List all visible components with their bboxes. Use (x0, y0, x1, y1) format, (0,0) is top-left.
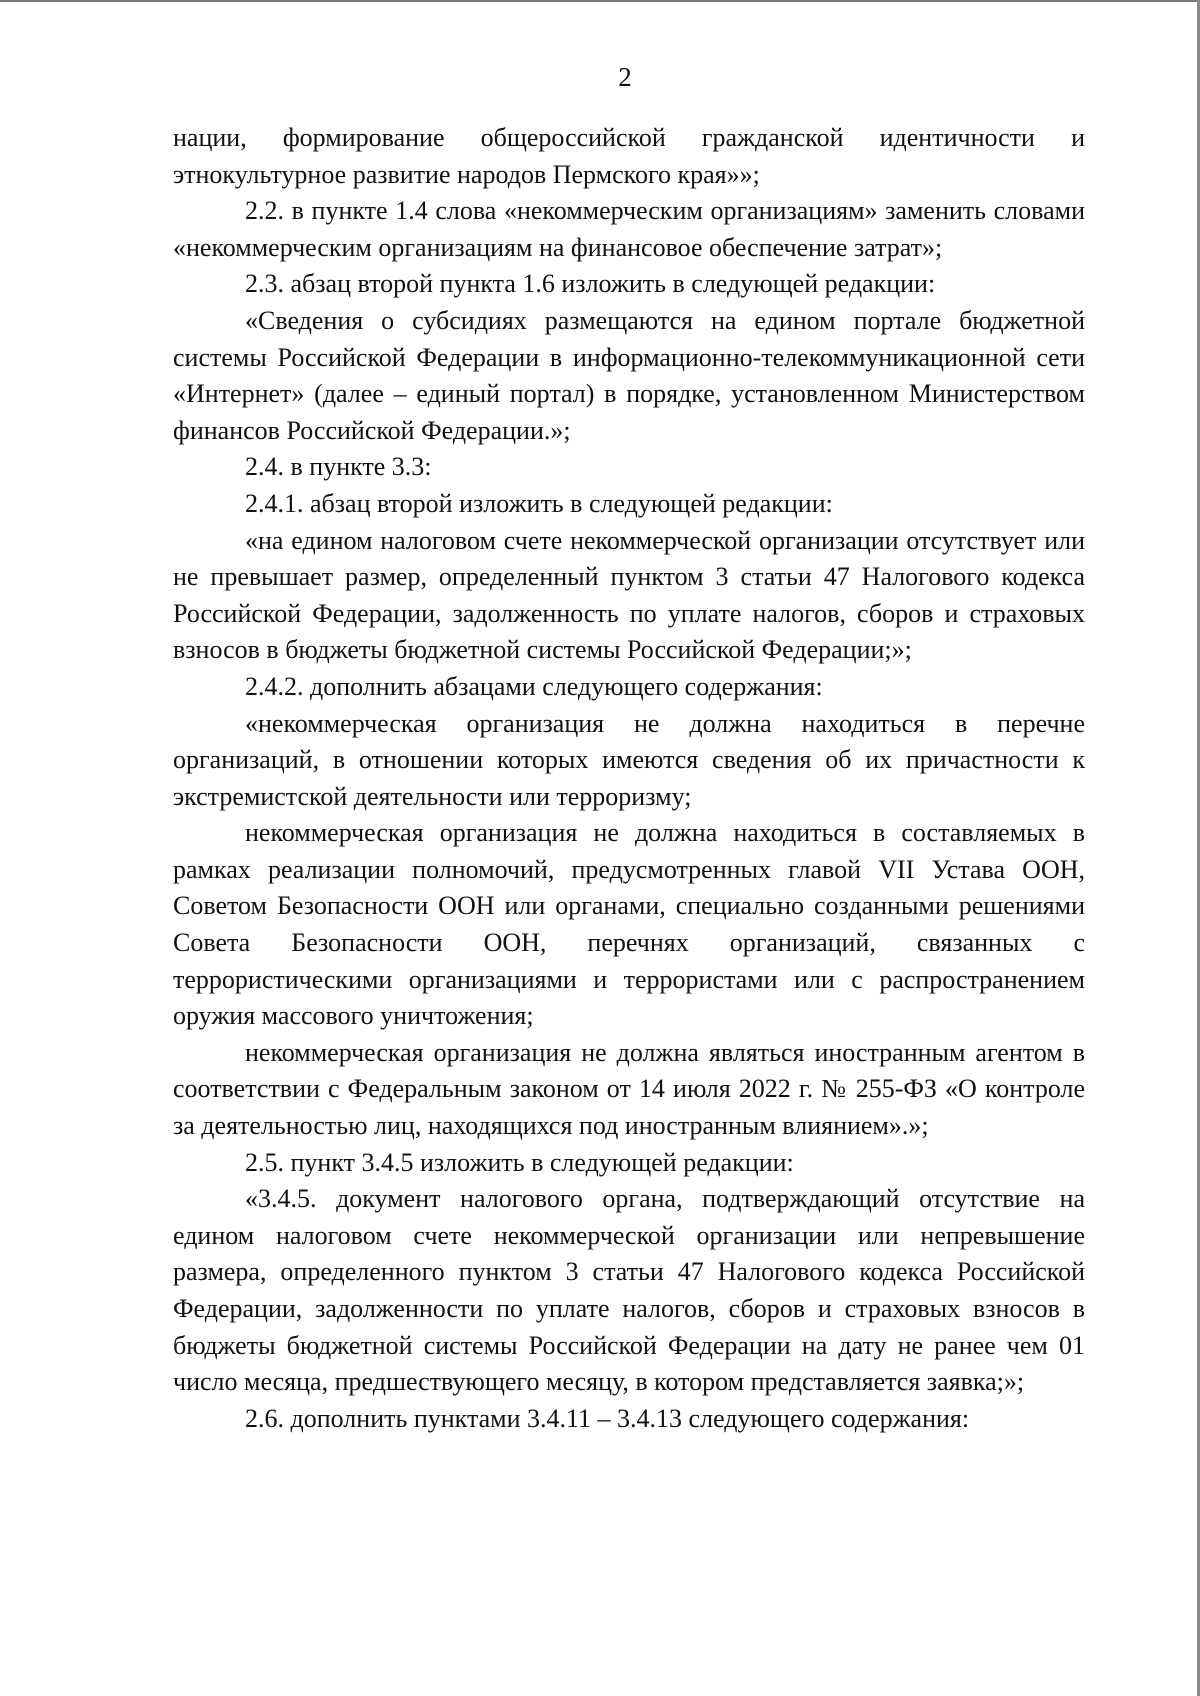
page-number: 2 (618, 62, 632, 92)
paragraph-continuation: нации, формирование общероссийской гражданской идентичности и этнокультурное развитие народов Пермского края»»; (173, 123, 1085, 189)
paragraph-un-lists: некоммерческая организация не должна находиться в составляемых в рамках реализации полномочий, предусмотренных главой VII Устава ООН, Советом Безопасности ООН или органами, специально созданными решениями Совета Безопасности ООН, перечнях организаций, связанных с террористическими организациями и террористами или с распространением оружия массового уничтожения; (173, 818, 1085, 1031)
paragraph-2-5: 2.5. пункт 3.4.5 изложить в следующей редакции: (245, 1147, 794, 1177)
paragraph-quote-tax-account: «на едином налоговом счете некоммерческой организации отсутствует или не превышает размер, определенный пунктом 3 статьи 47 Налогового кодекса Российской Федерации, задолженность по уплате налогов, сборов и страховых взносов в бюджеты бюджетной системы Российской Федерации;»; (173, 525, 1085, 665)
paragraph-2-6: 2.6. дополнить пунктами 3.4.11 – 3.4.13 следующего содержания: (245, 1403, 970, 1433)
paragraph-3-4-5: «3.4.5. документ налогового органа, подтверждающий отсутствие на едином налоговом счете некоммерческой организации или непревышение размера, определенного пунктом 3 статьи 47 Налогового кодекса Российской Федерации, задолженности по уплате налогов, сборов и страховых взносов в бюджеты бюджетной системы Российской Федерации на дату не ранее чем 01 число месяца, предшествующего месяцу, в котором представляется заявка;»; (173, 1184, 1085, 1397)
paragraph-2-4-1: 2.4.1. абзац второй изложить в следующей редакции: (245, 488, 833, 518)
scan-edge-top (0, 0, 1200, 2)
paragraph-quote-portal: «Сведения о субсидиях размещаются на едином портале бюджетной системы Российской Федерации в информационно-телекоммуникационной сети «Интернет» (далее – единый портал) в порядке, установленном Министерством финансов Российской Федерации.»; (173, 305, 1085, 445)
paragraph-2-3: 2.3. абзац второй пункта 1.6 изложить в следующей редакции: (245, 269, 936, 299)
paragraph-foreign-agent: некоммерческая организация не должна являться иностранным агентом в соответствии с Федеральным законом от 14 июля 2022 г. № 255-ФЗ «О контроле за деятельностью лиц, находящихся под иностранным влиянием».»; (173, 1037, 1085, 1141)
paragraph-extremism: «некоммерческая организация не должна находиться в перечне организаций, в отношении которых имеются сведения об их причастности к экстремистской деятельности или терроризму; (173, 708, 1085, 811)
document-body (173, 120, 1085, 1437)
paragraph-2-4-2: 2.4.2. дополнить абзацами следующего содержания: (245, 671, 823, 701)
paragraph-2-2: 2.2. в пункте 1.4 слова «некоммерческим организациям» заменить словами «некоммерческим организациям на финансовое обеспечение затрат»; (173, 196, 1085, 262)
paragraph-2-4: 2.4. в пункте 3.3: (245, 452, 432, 482)
